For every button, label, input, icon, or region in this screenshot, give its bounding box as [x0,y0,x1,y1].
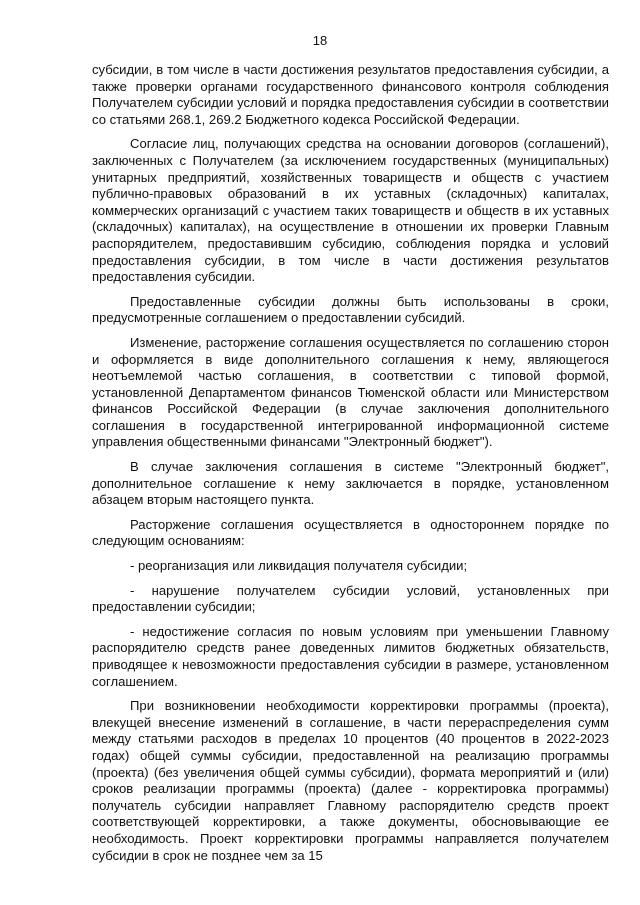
paragraph-amendment: Изменение, расторжение соглашения осуществляется по соглашению сторон и оформляется в виде дополнительного соглашения к нему, являющегося неотъемлемой частью соглашения, в соответствии с типовой формой, установленной Департаментом финансов Тюменской области или Министерством финансов Российской Федерации (в случае заключения дополнительного соглашения в государственной интегрированной информационной системе управления общественными финансами "Электронный бюджет"). [92,334,609,450]
paragraph-usage-terms: Предоставленные субсидии должны быть использованы в сроки, предусмотренные соглашением о предоставлении субсидий. [92,293,609,326]
document-body [92,62,609,864]
paragraph-consent: Согласие лиц, получающих средства на основании договоров (соглашений), заключенных с Получателем (за исключением государственных (муниципальных) унитарных предприятий, хозяйственных товариществ и обществ с участием публично-правовых образований в их уставных (складочных) капиталах, коммерческих организаций с участием таких товариществ и обществ в их уставных (складочных) капиталах), на осуществление в отношении их проверки Главным распорядителем, предоставившим субсидию, соблюдения порядка и условий предоставления субсидии, в том числе в части достижения результатов предоставления субсидии. [92,136,609,285]
list-item-reorganization: - реорганизация или ликвидация получателя субсидии; [130,558,468,574]
paragraph-termination-grounds: Расторжение соглашения осуществляется в одностороннем порядке по следующим основаниям: [92,516,609,549]
paragraph-program-correction: При возникновении необходимости корректировки программы (проекта), влекущей внесение изменений в соглашение, в части перераспределения сумм между статьями расходов в пределах 10 процентов (40 процентов в 2022-2023 годах) общей суммы субсидии, предоставленной на реализацию программы (проекта) (без увеличения общей суммы субсидии), формата мероприятий и (или) сроков реализации программы (проекта) (далее - корректировка программы) получатель субсидии направляет Главному распорядителю средств проект соответствующей корректировки, а также документы, обосновывающие ее необходимость. Проект корректировки программы направляется получателем субсидии в срок не позднее чем за 15 [92,698,609,863]
page-number: 18 [312,33,328,48]
paragraph-electronic-budget: В случае заключения соглашения в системе "Электронный бюджет", дополнительное соглашение к нему заключается в порядке, установленном абзацем вторым настоящего пункта. [92,459,609,508]
list-item-no-agreement: - недостижение согласия по новым условиям при уменьшении Главному распорядителю средств ранее доведенных лимитов бюджетных обязательств, приводящее к невозможности предоставления субсидии в размере, установленном соглашением. [92,623,609,689]
paragraph-continuation: субсидии, в том числе в части достижения результатов предоставления субсидии, а также проверки органами государственного финансового контроля соблюдения Получателем субсидии условий и порядка предоставления субсидии в соответствии со статьями 268.1, 269.2 Бюджетного кодекса Российской Федерации. [92,62,609,127]
list-item-violation: - нарушение получателем субсидии условий, установленных при предоставлении субсидии; [92,582,609,615]
